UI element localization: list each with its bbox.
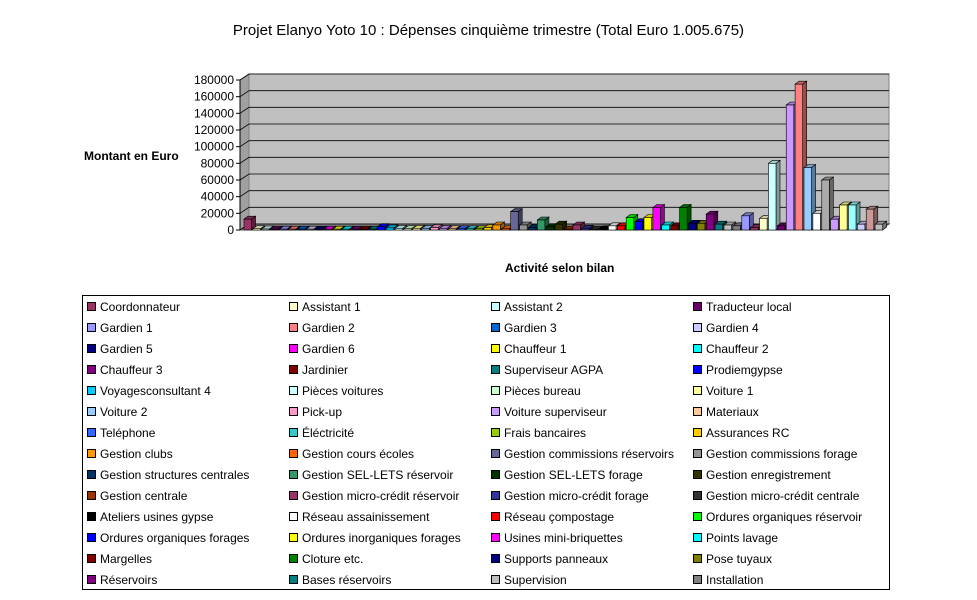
legend-item <box>693 466 831 484</box>
legend-swatch <box>289 344 298 353</box>
bar-front <box>742 216 750 230</box>
legend-item <box>693 445 857 463</box>
legend-item <box>693 550 772 568</box>
bar-front <box>484 228 492 231</box>
legend-item <box>491 382 581 400</box>
bar-front <box>475 229 483 230</box>
bar-front <box>386 228 394 230</box>
legend-item <box>491 529 623 547</box>
bar-front <box>573 225 581 230</box>
legend-swatch <box>693 407 702 416</box>
bar-front <box>342 229 350 230</box>
legend-label: Éléctricité <box>302 426 355 440</box>
bar-front <box>733 226 741 230</box>
legend-label: Réseau assainissement <box>302 510 430 524</box>
legend-item <box>289 529 461 547</box>
legend-item <box>87 571 157 589</box>
legend-label: Gardien 4 <box>706 321 759 335</box>
legend-swatch <box>491 491 500 500</box>
bar-side <box>776 160 780 230</box>
legend-swatch <box>491 386 500 395</box>
legend-swatch <box>87 302 96 311</box>
legend-swatch <box>289 428 298 437</box>
legend-label: Gestion clubs <box>100 447 173 461</box>
bar-front <box>688 223 696 230</box>
legend-swatch <box>289 470 298 479</box>
legend-swatch <box>87 554 96 563</box>
legend-swatch <box>87 428 96 437</box>
legend-item <box>87 382 211 400</box>
legend-swatch <box>289 554 298 563</box>
legend-swatch <box>87 470 96 479</box>
legend-swatch <box>87 386 96 395</box>
legend-label: Usines mini-briquettes <box>504 531 623 545</box>
bar-front <box>831 219 839 230</box>
bar-front <box>333 229 341 230</box>
legend-swatch <box>289 491 298 500</box>
bar-front <box>537 220 545 230</box>
y-tick-label: 180000 <box>193 73 234 87</box>
bar-front <box>457 229 465 230</box>
bar-front <box>546 227 554 230</box>
legend-label: Gestion commissions forage <box>706 447 858 461</box>
legend-label: Voiture 2 <box>100 405 148 419</box>
bar-front <box>751 228 759 231</box>
legend-label: Assurances RC <box>706 426 790 440</box>
bar-front <box>253 229 261 230</box>
legend-swatch <box>491 344 500 353</box>
legend-swatch <box>491 533 500 542</box>
bar-front <box>644 218 652 231</box>
legend-label: Voyagesconsultant 4 <box>100 384 211 398</box>
legend-label: Jardinier <box>302 363 349 377</box>
bar-front <box>626 218 634 231</box>
bar-front <box>635 222 643 230</box>
legend-swatch <box>491 512 500 521</box>
legend-item <box>491 424 586 442</box>
legend-swatch <box>693 323 702 332</box>
legend-swatch <box>491 428 500 437</box>
legend-item <box>693 508 862 526</box>
legend-item <box>491 340 567 358</box>
legend-label: Margelles <box>100 552 153 566</box>
y-tick-label: 40000 <box>200 189 234 204</box>
legend-item <box>693 340 769 358</box>
legend-label: Gestion micro-crédit réservoir <box>302 489 460 503</box>
legend-swatch <box>87 512 96 521</box>
legend-label: Pose tuyaux <box>706 552 773 566</box>
bar-front <box>413 228 421 230</box>
legend-swatch <box>87 575 96 584</box>
legend-swatch <box>693 449 702 458</box>
legend-swatch <box>87 323 96 332</box>
legend-item <box>693 319 759 337</box>
legend-label: Prodiemgypse <box>706 363 783 377</box>
legend-swatch <box>693 512 702 521</box>
bar-front <box>244 219 252 230</box>
bar-chart <box>0 0 977 292</box>
legend-label: Gestion micro-crédit forage <box>504 489 649 503</box>
legend-swatch <box>289 449 298 458</box>
legend-swatch <box>693 533 702 542</box>
legend-item <box>491 487 649 505</box>
legend-swatch <box>289 533 298 542</box>
bar-front <box>680 208 688 231</box>
y-tick-label: 140000 <box>193 106 234 121</box>
y-tick-label: 120000 <box>193 123 234 137</box>
bar-front <box>840 205 848 230</box>
legend-item <box>289 403 342 421</box>
legend-swatch <box>693 491 702 500</box>
legend-swatch <box>491 365 500 374</box>
bar-front <box>866 209 874 230</box>
bar-front <box>768 163 776 230</box>
legend-item <box>289 571 391 589</box>
legend-label: Superviseur AGPA <box>504 363 604 377</box>
bar-front <box>786 105 794 230</box>
bar-front <box>511 212 519 230</box>
bar-front <box>653 208 661 231</box>
legend-swatch <box>693 470 702 479</box>
legend-swatch <box>289 386 298 395</box>
legend-item <box>87 403 147 421</box>
bar-front <box>760 218 768 230</box>
legend-label: Réservoirs <box>100 573 158 587</box>
y-tick-label: 0 <box>227 223 234 237</box>
bar-front <box>440 228 448 230</box>
legend-label: Gestion structures centrales <box>100 468 250 482</box>
legend-swatch <box>491 449 500 458</box>
legend-item <box>87 361 163 379</box>
legend-item <box>289 508 429 526</box>
y-tick-label: 80000 <box>200 156 234 171</box>
legend-label: Réseau çompostage <box>504 510 615 524</box>
bar-front <box>315 229 323 230</box>
bar-front <box>271 229 279 230</box>
legend-label: Cloture etc. <box>302 552 364 566</box>
legend-label: Chauffeur 1 <box>504 342 567 356</box>
bar-front <box>395 228 403 230</box>
legend-swatch <box>87 365 96 374</box>
bar-front <box>697 223 705 230</box>
bar-front <box>617 226 625 230</box>
legend-item <box>87 424 155 442</box>
legend-item <box>491 403 607 421</box>
legend-swatch <box>491 575 500 584</box>
bar-front <box>777 226 785 230</box>
legend-label: Assistant 1 <box>302 300 361 314</box>
legend-item <box>289 487 459 505</box>
legend-item <box>693 298 792 316</box>
legend-label: Gestion micro-crédit centrale <box>706 489 860 503</box>
legend-label: Ordures inorganiques forages <box>302 531 461 545</box>
legend-label: Gardien 1 <box>100 321 153 335</box>
legend-item <box>491 571 567 589</box>
legend-swatch <box>491 302 500 311</box>
legend-label: Pièces bureau <box>504 384 581 398</box>
bar-front <box>848 205 856 230</box>
legend-label: Teléphone <box>100 426 156 440</box>
legend-swatch <box>693 428 702 437</box>
legend-swatch <box>491 323 500 332</box>
bar-front <box>404 229 412 230</box>
y-axis-label: Montant en Euro <box>84 149 179 163</box>
bar-front <box>662 225 670 230</box>
legend-item <box>289 298 361 316</box>
bar-front <box>822 180 830 230</box>
legend-item <box>693 424 789 442</box>
legend <box>82 295 890 590</box>
legend-label: Supports panneaux <box>504 552 609 566</box>
legend-label: Coordonnateur <box>100 300 181 314</box>
legend-item <box>693 403 759 421</box>
legend-label: Voiture 1 <box>706 384 754 398</box>
bar-front <box>706 214 714 230</box>
legend-label: Pick-up <box>302 405 343 419</box>
y-tick-label: 100000 <box>193 139 234 154</box>
bar-front <box>448 229 456 230</box>
bar-front <box>422 228 430 230</box>
legend-label: Ordures organiques réservoir <box>706 510 863 524</box>
bar-front <box>582 228 590 230</box>
x-axis-label: Activité selon bilan <box>505 261 615 275</box>
bar-front <box>502 229 510 230</box>
legend-item <box>491 298 563 316</box>
legend-label: Voiture superviseur <box>504 405 607 419</box>
bar-front <box>288 229 296 230</box>
bar-front <box>671 226 679 230</box>
legend-swatch <box>87 533 96 542</box>
y-tick-label: 160000 <box>193 89 234 104</box>
bar <box>768 160 780 230</box>
legend-item <box>87 466 249 484</box>
legend-label: Ateliers usines gypse <box>100 510 214 524</box>
legend-swatch <box>289 365 298 374</box>
bar-front <box>857 224 865 230</box>
legend-item <box>289 382 383 400</box>
legend-item <box>87 550 152 568</box>
bar-front <box>368 229 376 230</box>
y-tick-label: 20000 <box>200 206 234 221</box>
legend-item <box>693 529 778 547</box>
legend-label: Points lavage <box>706 531 779 545</box>
bar-front <box>591 229 599 230</box>
legend-label: Gardien 6 <box>302 342 355 356</box>
legend-item <box>491 508 614 526</box>
legend-swatch <box>87 491 96 500</box>
legend-label: Gardien 5 <box>100 342 153 356</box>
bar-front <box>555 224 563 230</box>
bar-front <box>360 229 368 230</box>
bar-front <box>297 229 305 230</box>
bar-front <box>466 229 474 230</box>
bar-front <box>600 229 608 230</box>
legend-item <box>289 466 453 484</box>
legend-item <box>491 445 674 463</box>
bar-front <box>493 225 501 230</box>
bar-front <box>564 229 572 230</box>
legend-swatch <box>491 470 500 479</box>
legend-item <box>289 424 354 442</box>
legend-label: Gestion enregistrement <box>706 468 831 482</box>
bar-front <box>431 228 439 231</box>
legend-item <box>87 487 187 505</box>
legend-item <box>87 508 213 526</box>
legend-swatch <box>289 512 298 521</box>
legend-item <box>289 445 414 463</box>
bar-front <box>724 225 732 230</box>
legend-item <box>87 319 153 337</box>
bar-front <box>804 168 812 231</box>
legend-item <box>491 361 603 379</box>
legend-label: Chauffeur 3 <box>100 363 163 377</box>
bar-front <box>608 226 616 230</box>
bar-front <box>528 228 536 231</box>
y-tick-label: 60000 <box>200 173 234 187</box>
bar-front <box>324 229 332 230</box>
legend-label: Ordures organiques forages <box>100 531 250 545</box>
legend-label: Frais bancaires <box>504 426 587 440</box>
legend-item <box>87 298 180 316</box>
bar-front <box>795 84 803 230</box>
legend-label: Bases réservoirs <box>302 573 392 587</box>
legend-label: Pièces voitures <box>302 384 384 398</box>
legend-item <box>491 466 643 484</box>
legend-item <box>289 550 363 568</box>
legend-item <box>693 571 763 589</box>
plot-side-wall <box>240 74 249 230</box>
legend-label: Supervision <box>504 573 567 587</box>
legend-swatch <box>87 407 96 416</box>
legend-item <box>693 382 753 400</box>
legend-label: Installation <box>706 573 764 587</box>
legend-swatch <box>693 554 702 563</box>
legend-item <box>289 361 348 379</box>
legend-item <box>87 340 153 358</box>
bar-front <box>280 229 288 230</box>
bar-front <box>520 225 528 230</box>
legend-label: Gestion SEL-LETS réservoir <box>302 468 454 482</box>
bar-front <box>377 227 385 230</box>
legend-item <box>491 550 608 568</box>
legend-label: Gardien 2 <box>302 321 355 335</box>
legend-item <box>491 319 557 337</box>
chart-title: Projet Elanyo Yoto 10 : Dépenses cinquième trimestre (Total Euro 1.005.675) <box>232 22 745 39</box>
legend-swatch <box>87 449 96 458</box>
legend-swatch <box>87 344 96 353</box>
legend-label: Traducteur local <box>706 300 792 314</box>
bar-front <box>351 229 359 230</box>
legend-item <box>693 361 783 379</box>
legend-item <box>87 529 249 547</box>
legend-swatch <box>491 554 500 563</box>
legend-label: Gestion cours écoles <box>302 447 415 461</box>
bar-front <box>813 213 821 230</box>
legend-label: Chauffeur 2 <box>706 342 769 356</box>
legend-label: Gestion centrale <box>100 489 188 503</box>
legend-swatch <box>693 302 702 311</box>
legend-label: Assistant 2 <box>504 300 563 314</box>
legend-swatch <box>289 407 298 416</box>
legend-swatch <box>693 386 702 395</box>
legend-swatch <box>693 365 702 374</box>
bar-front <box>875 224 883 230</box>
legend-swatch <box>693 344 702 353</box>
legend-swatch <box>289 302 298 311</box>
bar-front <box>306 229 314 230</box>
legend-swatch <box>693 575 702 584</box>
legend-item <box>693 487 859 505</box>
legend-item <box>289 319 355 337</box>
legend-item <box>289 340 355 358</box>
legend-swatch <box>289 575 298 584</box>
legend-label: Gestion commissions réservoirs <box>504 447 675 461</box>
bar-front <box>262 229 270 230</box>
legend-swatch <box>289 323 298 332</box>
legend-swatch <box>491 407 500 416</box>
bar-front <box>715 224 723 230</box>
legend-label: Materiaux <box>706 405 759 419</box>
legend-label: Gestion SEL-LETS forage <box>504 468 643 482</box>
legend-label: Gardien 3 <box>504 321 557 335</box>
legend-item <box>87 445 173 463</box>
